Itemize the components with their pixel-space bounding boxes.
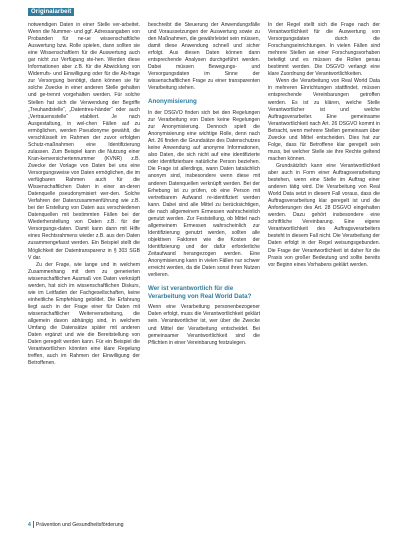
- paragraph: Wenn die Verarbeitung von Real World Data in mehreren Einrichtungen stattfindet, müssen entsprechende Vereinbarungen getroffen werden. Es ist zu klären, welche Stelle Verantwortlicher ist und welche Auftragsverarbeiter. Eine gemeinsame Verantwortlichkeit nach Art. 26 DSGVO kommt in Betracht, wenn mehrere Stellen gemeinsam über Zwecke und Mittel entscheiden. Dies hat zur Folge, dass für Betroffene klar geregelt sein muss, bei welcher Stelle sie ihre Rechte geltend machen können.: [268, 78, 380, 162]
- text-column-1: [28, 22, 140, 367]
- paragraph: In der DSGVO finden sich bei den Regelungen zur Verarbeitung von Daten keine Regelungen zur Anonymisierung. Dennoch spielt die Anonymisierung eine wichtige Rolle, denn nach Art. 26 finden die Grundsätze des Datenschutzes keine Anwendung auf anonyme Informationen, also Daten, die sich nicht auf eine identifizierte oder identifizierbare natürliche Person beziehen. Die Frage ist allerdings, wann Daten tatsächlich anonym sind, insbesondere wenn diese mit anderen Datenquellen verknüpft werden. Bei der Erhebung ist zu prüfen, ob eine Person mit vertretbarem Aufwand re-identifiziert werden kann. Dabei sind alle Mittel zu berücksichtigen, die nach allgemeinem Ermessen wahrscheinlich genutzt werden. Zur Feststellung, ob Mittel nach allgemeinem Ermessen wahrscheinlich zur Identifizierung genutzt werden, sollten alle objektiven Faktoren wie die Kosten der Identifizierung und der dafür erforderliche Zeitaufwand herangezogen werden. Eine Anonymisierung kann in vielen Fällen nur schwer erreicht werden, da die Daten sonst ihren Nutzen verlieren.: [148, 110, 260, 279]
- section-heading-verantwortlichkeit: Wer ist verantwortlich für die Verarbeitung von Real World Data?: [148, 285, 252, 300]
- section-heading-anonymisierung: Anonymisierung: [148, 98, 197, 106]
- paragraph: Zu der Frage, wie lange und in welchem Zusammenhang mit dem zu generierten wissenschaftlichen Ausmaß von Daten verknüpft werden, hat sich im wissenschaftlichen Diskurs, wie im Leitfaden der Fachgesellschaften, keine einheitliche Empfehlung gebildet. Die Erfahrung liegt auch in der Frage einer für Daten mit wissenschaftlicher Weiterverarbeitung, die allgemein davon abhängig sind, in welchem Umfang die Datensätze später mit anderen Daten ergänzt und wie die Bereitstellung von Daten geregelt werden kann. Für ein Beispiel die Verantwortlichen könnten eine klare Regelung treffen, auch im Rahmen der Einwilligung der Betroffenen.: [28, 261, 140, 367]
- paragraph: notwendigen Daten in einer Stelle ver-arbeitet. Wenn die Nummer- und ggf. Adressangaben von Probanden für ne-ue wissenschaftliche Auswertung bzw. Rolle spielen, dann sollten sie eine Wissenschaftlern für die Auswertung auch gar nicht zur Verfügung ste-hen. Werden diese Informationen aber z.B. für die Abwicklung von Widerrufs- und Einwilligung oder für die Ab-frage zur Versorgung benötigt, dann können sie für solche Zwecke in einer anderen Stelle gehalten und ge-trennt vorgehalten werden. Für solche Stellen hat sich die Verwendung der Begriffe „Treuhandstelle“, „Datentreu-händer“ oder auch „Vertrauensstelle“ etabliert. Je nach Ausgestaltung, in wel-chen Fällen auf zu ermöglichen, werden Pseudonyme gewählt, die verschlüsselt im Rahmen der zuvor erfolgten Schutz-maßnahmen eine Identifizierung zulassen. Zum Beispiel kann die Nutzung einer Kran-kenversichertennummer (KVNR) z.B. Zwecke der Vorlage von Daten bei uns eine Versorgungsweise von Daten ermöglichen, die im verfügbaren Rahmen auch für die Wissenschaftlichen Daten in einer an-deren Datenquelle pseudonymisiert wer-den. Solche Verfahren der Datenzusammenführung wie z.B. bei der Erstellung von Daten aus verschiedenen Datenquellen mit bestimmten Fällen bei der Wiederherstellung von Daten z.B. für der Versorgungs-daten. Damit kann dann mit Hilfe eines Rechtsrahmens wieder z.B. aus den Daten zusammengefasst werden. Ein Beispiel stellt die Möglichkeit der Datentransparenz in § 303 SGB V dar.: [28, 22, 140, 261]
- paragraph: In der Regel stellt sich die Frage nach der Verantwortlichkeit für die Auswertung von Versorgungsdaten durch die Forschungseinrichtungen. In vielen Fällen sind mehrere Stellen an einer Forschungsvorhaben beteiligt und es müssen die Rollen genau bestimmt werden. Die DSGVO verlangt eine klare Zuordnung der Verantwortlichkeiten.: [268, 22, 380, 78]
- text-column-3: [268, 22, 380, 269]
- paragraph: Grundsätzlich kann eine Verantwortlichkeit aber auch in Form einer Auftragsverarbeitung bestehen, wenn eine Stelle im Auftrag einer anderen tätig wird. Die Verarbeitung von Real World Data setzt in diesem Fall voraus, dass die Auftragsverarbeitung klar geregelt ist und die Anforderungen des Art. 28 DSGVO eingehalten werden. Dazu gehört insbesondere eine schriftliche Vereinbarung. Eine eigene Verantwortlichkeit des Auftragsverarbeiters besteht in diesem Fall nicht. Die Verarbeitung der Daten erfolgt in der Regel weisungsgebunden. Die Frage der Verantwortlichkeit ist daher für die Praxis von großer Bedeutung und sollte bereits vor Beginn eines Vorhabens geklärt werden.: [268, 162, 380, 268]
- journal-name: Prävention und Gesundheitsförderung: [35, 521, 124, 528]
- footer-divider: [33, 521, 34, 528]
- text-column-2: [148, 22, 260, 347]
- page-number: 4: [28, 521, 31, 528]
- paragraph: Wenn eine Verarbeitung personenbezogener Daten erfolgt, muss die Verantwortlichkeit geklärt sein. Verantwortlicher ist, wer über die Zwecke und Mittel der Verarbeitung entscheidet. Bei gemeinsamer Verantwortlichkeit sind die Pflichten in einer Vereinbarung festzulegen.: [148, 304, 260, 346]
- paragraph: beschreibt die Steuerung der Anwendungsfälle und Voraussetzungen der Auswertung sowie zu den Maßnahmen, die gewährleistet sein müssen, damit diese Anwendung schnell und sicher erfolgt. Aus diesen Daten können dann entsprechende Analysen durchgeführt werden. Dabei müssen Bewegungs- und Versorgungsdaten im Sinne der wissenschaftlichen Frage zu einer transparenten Verarbeitung stehen.: [148, 22, 260, 92]
- section-tag: Originalarbeit: [28, 8, 74, 16]
- page-footer: [28, 521, 124, 528]
